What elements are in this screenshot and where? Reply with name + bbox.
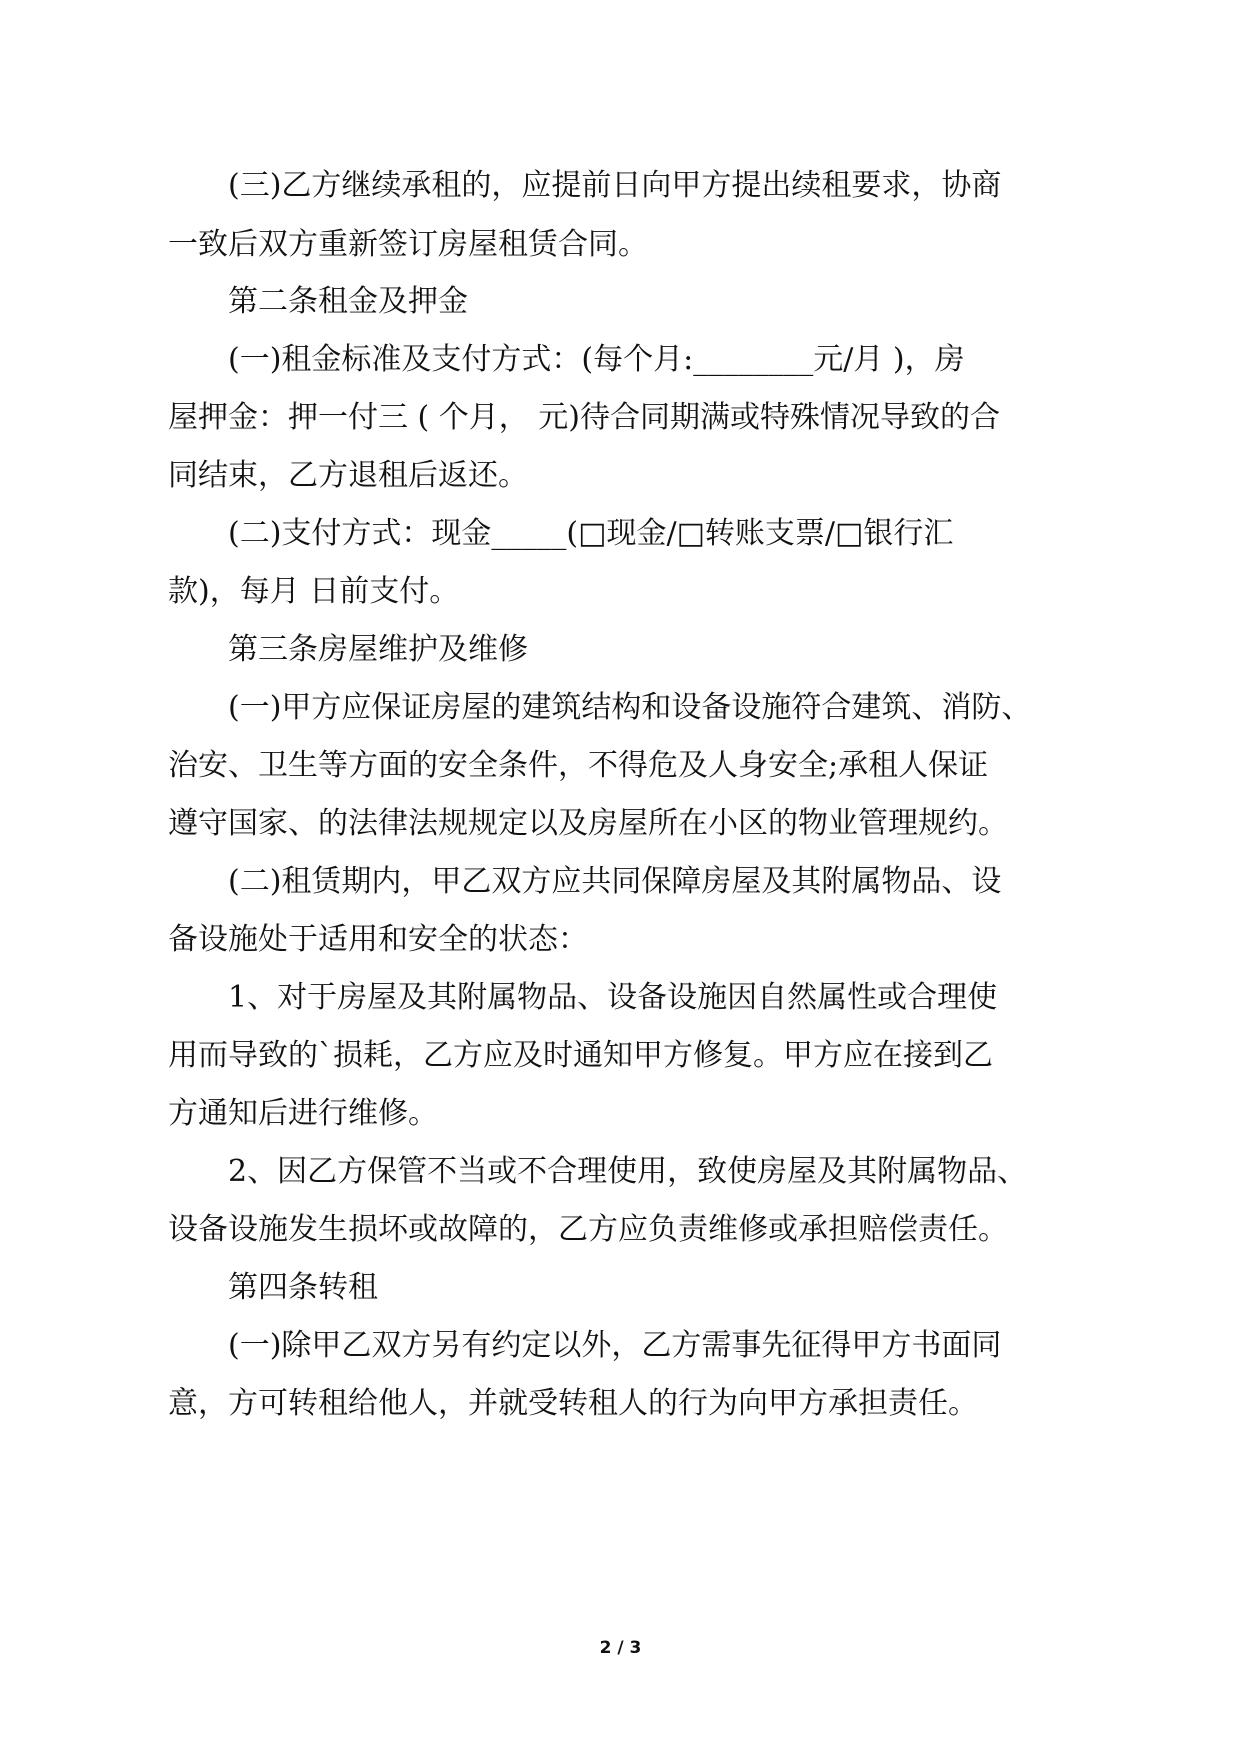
text-line: (二)租赁期内，甲乙双方应共同保障房屋及其附属物品、设 — [228, 864, 1002, 899]
page-number: 2 / 3 — [599, 1638, 642, 1658]
text-line: (一)租金标准及支付方式：(每个月:________元/月 )，房 — [228, 342, 965, 377]
text-line: 方通知后进行维修。 — [168, 1096, 438, 1131]
text-line: 意，方可转租给他人，并就受转租人的行为向甲方承担责任。 — [168, 1386, 978, 1421]
text-line: 用而导致的`损耗，乙方应及时通知甲方修复。甲方应在接到乙 — [168, 1038, 993, 1073]
section-heading: 第二条租金及押金 — [228, 284, 468, 319]
text-line: 治安、卫生等方面的安全条件，不得危及人身安全;承租人保证 — [168, 748, 989, 783]
text-line: 遵守国家、的法律法规规定以及房屋所在小区的物业管理规约。 — [168, 806, 1008, 841]
text-line: 1、对于房屋及其附属物品、设备设施因自然属性或合理使 — [228, 980, 998, 1015]
text-line: (一)甲方应保证房屋的建筑结构和设备设施符合建筑、消防、 — [228, 690, 1032, 725]
text-line: 屋押金：押一付三 ( 个月， 元)待合同期满或特殊情况导致的合 — [168, 400, 1001, 435]
text-line: (二)支付方式：现金_____(□现金/□转账支票/□银行汇 — [228, 516, 954, 551]
text-line: 款)，每月 日前支付。 — [168, 574, 460, 609]
text-line: (一)除甲乙双方另有约定以外，乙方需事先征得甲方书面同 — [228, 1328, 1002, 1363]
section-heading: 第三条房屋维护及维修 — [228, 632, 528, 667]
text-line: (三)乙方继续承租的，应提前日向甲方提出续租要求，协商 — [228, 168, 1002, 203]
text-line: 备设施处于适用和安全的状态： — [168, 922, 588, 957]
text-line: 一致后双方重新签订房屋租赁合同。 — [168, 227, 648, 262]
text-line: 2、因乙方保管不当或不合理使用，致使房屋及其附属物品、 — [228, 1154, 1028, 1189]
text-line: 同结束，乙方退租后返还。 — [168, 458, 528, 493]
text-line: 设备设施发生损坏或故障的，乙方应负责维修或承担赔偿责任。 — [168, 1212, 1008, 1247]
section-heading: 第四条转租 — [228, 1270, 378, 1305]
